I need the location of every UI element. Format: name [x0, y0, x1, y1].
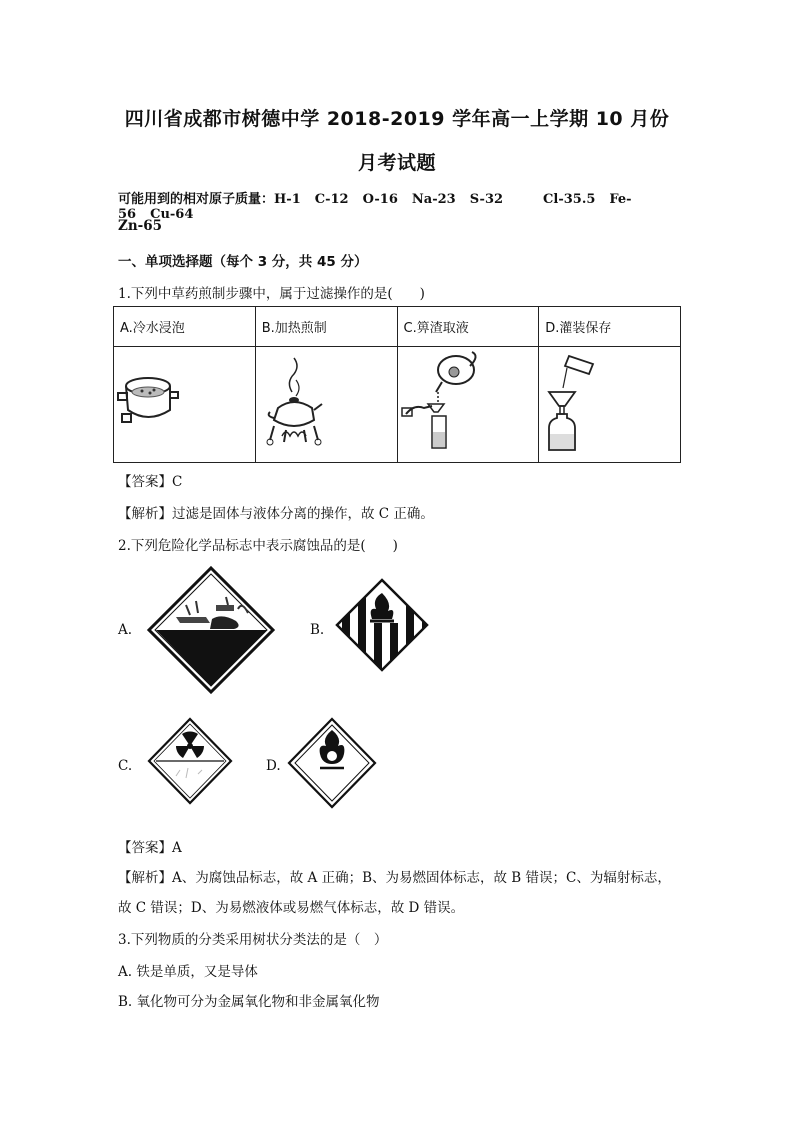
q2-analysis-line-1: 【解析】A、为腐蚀品标志，故 A 正确；B、为易燃固体标志，故 B 错误；C、为辐射标志，: [118, 870, 671, 886]
q3-option-b: B. 氧化物可分为金属氧化物和非金属氧化物: [118, 994, 380, 1010]
q1-analysis: 【解析】过滤是固体与液体分离的操作，故 C 正确。: [118, 506, 434, 522]
atomic-mass-item: Cl-35.5: [543, 192, 596, 207]
q1-image-cell-b: [255, 347, 397, 463]
flammable-solid-hazard-icon: [334, 577, 430, 673]
title-line-1: 四川省成都市树德中学 2018-2019 学年高一上学期 10 月份: [124, 108, 670, 130]
atomic-mass-item: O-16: [362, 192, 398, 207]
atomic-mass-item: H-1: [274, 192, 301, 207]
corrosive-hazard-icon: [146, 565, 276, 695]
q2-label-d: D.: [266, 758, 281, 774]
atomic-mass-item: S-32: [469, 192, 504, 207]
atomic-mass-item: Cu-64: [150, 207, 194, 222]
q3-stem: 3.下列物质的分类采用树状分类法的是（ ）: [118, 932, 388, 948]
heating-pot-image: [256, 348, 396, 461]
q1-option-c: C.箅渣取液: [397, 307, 539, 347]
bottling-image: [539, 348, 679, 461]
q1-stem: 1.下列中草药煎制步骤中，属于过滤操作的是( ): [118, 286, 425, 302]
atomic-mass-wrap: Zn-65: [118, 218, 163, 234]
soaking-pot-image: [114, 348, 254, 461]
q3-option-a: A. 铁是单质，又是导体: [118, 964, 258, 980]
q2-label-a: A.: [118, 622, 133, 638]
atomic-mass-lead: 可能用到的相对原子质量：: [118, 192, 275, 207]
q1-options-table: [113, 306, 681, 463]
q1-option-d: D.灌装保存: [539, 307, 681, 347]
flammable-liquid-hazard-icon: [286, 716, 378, 810]
atomic-mass-list: [118, 188, 678, 222]
atomic-mass-item: Na-23: [411, 192, 456, 207]
radioactive-hazard-icon: [146, 716, 234, 806]
q2-answer: 【答案】A: [118, 840, 182, 856]
atomic-mass-item: Fe-56: [118, 192, 632, 222]
q1-image-cell-c: [397, 347, 539, 463]
q2-analysis-line-2: 故 C 错误；D、为易燃液体或易燃气体标志，故 D 错误。: [118, 900, 465, 916]
q1-image-cell-d: [539, 347, 681, 463]
q1-answer: 【答案】C: [118, 474, 183, 490]
q1-image-cell-a: [114, 347, 256, 463]
atomic-mass-item: C-12: [314, 192, 349, 207]
section-heading: 一、单项选择题（每个 3 分，共 45 分）: [118, 254, 368, 270]
q1-option-a: A.冷水浸泡: [114, 307, 256, 347]
filtering-image: [398, 348, 538, 461]
title-line-2: 月考试题: [357, 152, 436, 174]
q2-stem: 2.下列危险化学品标志中表示腐蚀品的是( ): [118, 538, 398, 554]
q2-label-c: C.: [118, 758, 133, 774]
q2-label-b: B.: [310, 622, 325, 638]
q1-option-b: B.加热煎制: [255, 307, 397, 347]
